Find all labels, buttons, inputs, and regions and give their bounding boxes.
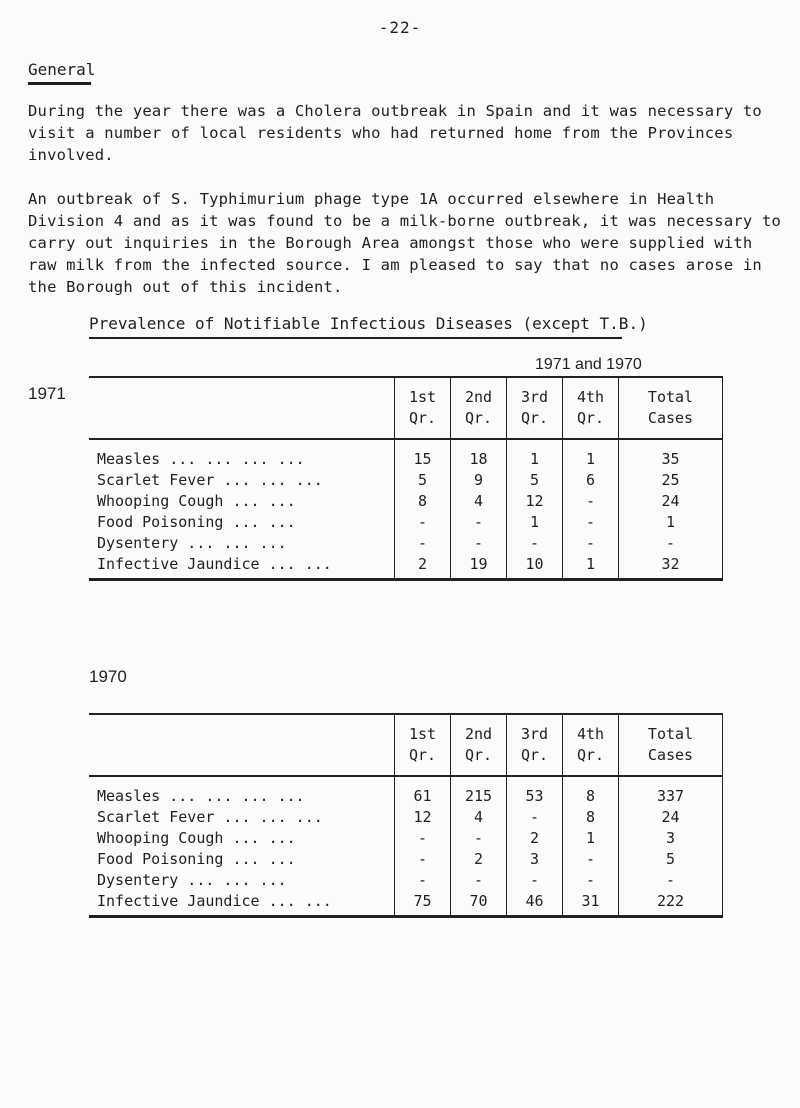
cell-q2: 19 — [451, 553, 507, 580]
header-blank — [89, 377, 395, 439]
table-row — [89, 511, 723, 532]
header-q1: 1st Qr. — [395, 377, 451, 439]
cell-q1: 12 — [395, 806, 451, 827]
paragraph-cholera: During the year there was a Cholera outbreak in Spain and it was necessary to visit a number of local residents who had returned home from the Provinces involved. — [28, 102, 762, 164]
header-q2: 2nd Qr. — [451, 377, 507, 439]
cell-total: 24 — [619, 806, 723, 827]
cell-q1: 61 — [395, 776, 451, 806]
cell-q3: 46 — [507, 890, 563, 917]
cell-q3: 10 — [507, 553, 563, 580]
cell-q4: - — [563, 869, 619, 890]
cell-total: 3 — [619, 827, 723, 848]
cell-q2: - — [451, 511, 507, 532]
cell-q1: - — [395, 827, 451, 848]
disease-name: Infective Jaundice ... ... — [97, 554, 332, 573]
header-q1: 1st Qr. — [395, 714, 451, 776]
table-header-row — [89, 377, 723, 439]
cell-q1: - — [395, 869, 451, 890]
years-caption: 1971 and 1970 — [535, 356, 642, 373]
cell-q1: - — [395, 848, 451, 869]
cell-q2: - — [451, 869, 507, 890]
cell-q3: - — [507, 869, 563, 890]
cell-q4: 1 — [563, 553, 619, 580]
cell-q3: - — [507, 532, 563, 553]
heading-underline — [28, 82, 91, 85]
cell-q1: 15 — [395, 439, 451, 469]
table-row — [89, 469, 723, 490]
header-q3: 3rd Qr. — [507, 714, 563, 776]
table-row — [89, 439, 723, 469]
table-1970 — [89, 713, 723, 918]
subheading-underline — [89, 337, 622, 339]
table-row — [89, 890, 723, 917]
cell-q2: 18 — [451, 439, 507, 469]
table-subheading: Prevalence of Notifiable Infectious Diseases (except T.B.) — [89, 314, 648, 333]
disease-name: Infective Jaundice ... ... — [97, 891, 332, 910]
cell-q3: 2 — [507, 827, 563, 848]
cell-q1: 5 — [395, 469, 451, 490]
cell-q2: 4 — [451, 806, 507, 827]
cell-total: 32 — [619, 553, 723, 580]
year-label-1971: 1971 — [28, 384, 66, 403]
cell-q4: 1 — [563, 827, 619, 848]
cell-q3: 12 — [507, 490, 563, 511]
cell-q1: 2 — [395, 553, 451, 580]
disease-name: Whooping Cough ... ... — [97, 828, 296, 847]
cell-total: 337 — [619, 776, 723, 806]
table-row — [89, 827, 723, 848]
cell-q4: - — [563, 511, 619, 532]
disease-name: Scarlet Fever ... ... ... — [97, 807, 323, 826]
cell-q2: 9 — [451, 469, 507, 490]
cell-q4: 1 — [563, 439, 619, 469]
cell-q4: 31 — [563, 890, 619, 917]
header-blank — [89, 714, 395, 776]
cell-total: 222 — [619, 890, 723, 917]
table-row — [89, 490, 723, 511]
cell-total: 5 — [619, 848, 723, 869]
table-1971 — [89, 376, 723, 581]
cell-q4: - — [563, 848, 619, 869]
cell-q3: 1 — [507, 439, 563, 469]
cell-q3: 5 — [507, 469, 563, 490]
cell-q2: - — [451, 532, 507, 553]
disease-name: Whooping Cough ... ... — [97, 491, 296, 510]
cell-total: 35 — [619, 439, 723, 469]
page-number: -22- — [378, 18, 422, 37]
cell-q2: - — [451, 827, 507, 848]
cell-q4: 8 — [563, 776, 619, 806]
table-row — [89, 869, 723, 890]
cell-q4: 6 — [563, 469, 619, 490]
disease-name: Dysentery ... ... ... — [97, 533, 287, 552]
year-label-1970: 1970 — [89, 667, 127, 686]
cell-total: 1 — [619, 511, 723, 532]
cell-q4: - — [563, 490, 619, 511]
header-q3: 3rd Qr. — [507, 377, 563, 439]
cell-q2: 4 — [451, 490, 507, 511]
disease-name: Scarlet Fever ... ... ... — [97, 470, 323, 489]
paragraph-typhimurium: An outbreak of S. Typhimurium phage type 1A occurred elsewhere in Health Division 4 and as it was found to be a milk-borne outbreak, it was necessary to carry out inquiries in the Borough Area amongst those who were supplied with raw milk from the infected source. I am pleased to say that no cases arose in the Borough out of this incident. — [28, 190, 782, 296]
cell-q4: 8 — [563, 806, 619, 827]
cell-q2: 2 — [451, 848, 507, 869]
disease-name: Measles ... ... ... ... — [97, 786, 305, 805]
table-header-row — [89, 714, 723, 776]
cell-q3: 1 — [507, 511, 563, 532]
cell-q4: - — [563, 532, 619, 553]
cell-q3: 53 — [507, 776, 563, 806]
cell-q1: 8 — [395, 490, 451, 511]
header-q2: 2nd Qr. — [451, 714, 507, 776]
header-total: Total Cases — [619, 377, 723, 439]
header-q4: 4th Qr. — [563, 377, 619, 439]
section-heading: General — [28, 60, 96, 79]
table-row — [89, 776, 723, 806]
disease-name: Measles ... ... ... ... — [97, 449, 305, 468]
disease-name: Food Poisoning ... ... — [97, 512, 296, 531]
disease-name: Food Poisoning ... ... — [97, 849, 296, 868]
cell-q1: - — [395, 532, 451, 553]
table-row — [89, 806, 723, 827]
header-total: Total Cases — [619, 714, 723, 776]
cell-q2: 215 — [451, 776, 507, 806]
cell-q1: 75 — [395, 890, 451, 917]
header-q4: 4th Qr. — [563, 714, 619, 776]
table-row — [89, 848, 723, 869]
cell-total: - — [619, 869, 723, 890]
cell-total: 25 — [619, 469, 723, 490]
cell-q3: 3 — [507, 848, 563, 869]
cell-total: - — [619, 532, 723, 553]
cell-total: 24 — [619, 490, 723, 511]
cell-q1: - — [395, 511, 451, 532]
cell-q3: - — [507, 806, 563, 827]
cell-q2: 70 — [451, 890, 507, 917]
table-row — [89, 553, 723, 580]
disease-name: Dysentery ... ... ... — [97, 870, 287, 889]
table-row — [89, 532, 723, 553]
